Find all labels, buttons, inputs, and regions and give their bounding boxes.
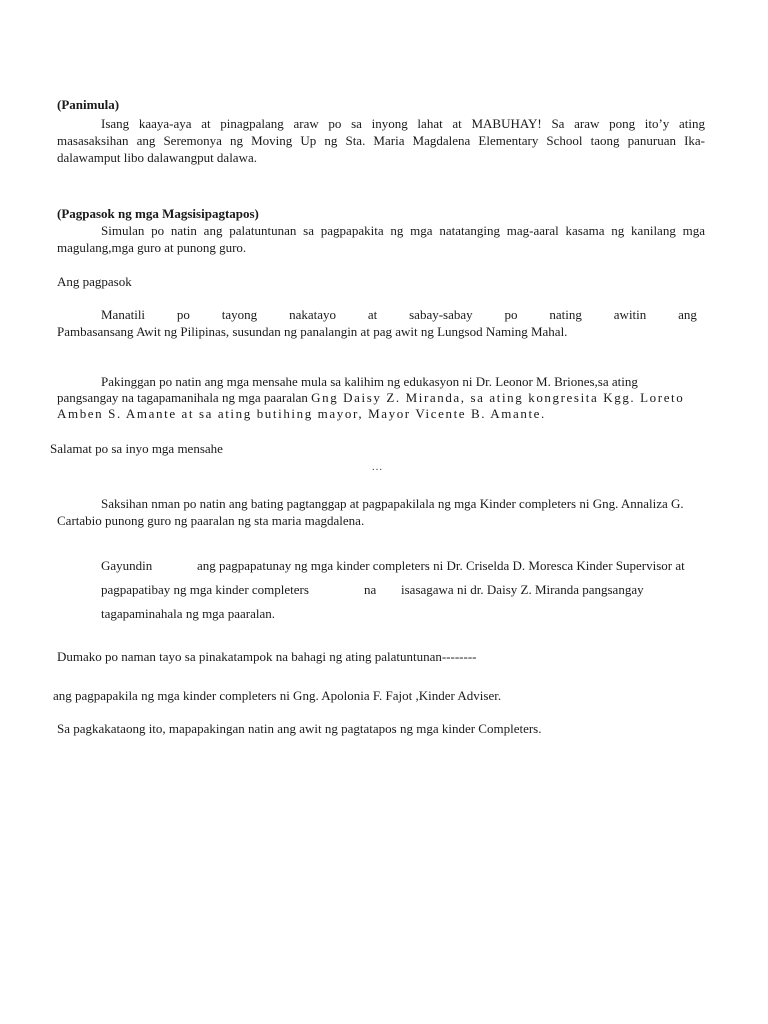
mensahe-line-2: pangsangay na tagapamanihala ng mga paaralan Gng Daisy Z. Miranda, sa ating kongresita Kgg. Loreto — [57, 390, 685, 405]
gayundin-line-3: tagapaminahala ng mga paaralan. — [101, 606, 275, 621]
salamat-text: Salamat po sa inyo mga mensahe — [50, 441, 223, 456]
panimula-line-2: masasaksihan ang Seremonya ng Moving Up ng Sta. Maria Magdalena Elementary School taong panuruan Ika- — [57, 133, 705, 148]
manatili-line-1 — [101, 306, 697, 323]
manatili-word: nating — [549, 307, 582, 322]
pagpapakila-text: ang pagpapakila ng mga kinder completers ni Gng. Apolonia F. Fajot ,Kinder Adviser. — [53, 688, 502, 703]
section-heading-pagpasok: (Pagpasok ng mga Magsisipagtapos) — [57, 206, 259, 221]
manatili-line-2: Pambasansang Awit ng Pilipinas, susundan ng panalangin at pag awit ng Lungsod Naming Mahal. — [57, 324, 568, 339]
gayundin-line-2c: isasagawa ni dr. Daisy Z. Miranda pangsangay — [401, 582, 644, 597]
manatili-word: ang — [678, 307, 697, 322]
gayundin-word: Gayundin — [101, 558, 153, 573]
ang-pagpasok-label: Ang pagpasok — [57, 274, 132, 289]
mensahe-line-3: Amben S. Amante at sa ating butihing mayor, Mayor Vicente B. Amante. — [57, 406, 546, 421]
gayundin-line-2a: pagpapatibay ng mga kinder completers — [101, 582, 309, 597]
mensahe-names: Gng Daisy Z. Miranda, sa ating kongresita Kgg. Loreto — [311, 390, 685, 405]
panimula-line-3: dalawamput libo dalawangput dalawa. — [57, 150, 257, 165]
panimula-line-1: Isang kaaya-aya at pinagpalang araw po sa inyong lahat at MABUHAY! Sa araw pong ito’y ating — [101, 116, 705, 131]
manatili-word: at — [367, 307, 378, 322]
mensahe-line-1: Pakinggan po natin ang mga mensahe mula sa kalihim ng edukasyon ni Dr. Leonor M. Briones,sa ating — [101, 374, 638, 389]
pagkakataong-text: Sa pagkakataong ito, mapapakingan natin ang awit ng pagtatapos ng mga kinder Completers. — [57, 721, 542, 736]
pagpasok-line-2: magulang,mga guro at punong guro. — [57, 240, 247, 255]
pagpasok-line-1: Simulan po natin ang palatuntunan sa pagpapakita ng mga natatanging mag-aaral kasama ng kanilang mga — [101, 223, 705, 238]
manatili-word: nakatayo — [289, 307, 336, 322]
saksihan-line-2: Cartabio punong guro ng paaralan ng sta maria magdalena. — [57, 513, 365, 528]
dumako-text: Dumako po naman tayo sa pinakatampok na bahagi ng ating palatuntunan-------- — [57, 649, 477, 664]
manatili-word: tayong — [221, 307, 258, 322]
manatili-word: awitin — [613, 307, 647, 322]
gayundin-line-1: ang pagpapatunay ng mga kinder completers ni Dr. Criselda D. Moresca Kinder Supervisor at — [197, 558, 685, 573]
saksihan-line-1: Saksihan nman po natin ang bating pagtanggap at pagpapakilala ng mga Kinder completers ni Gng. Annaliza G. — [101, 496, 684, 511]
manatili-word: po — [504, 307, 518, 322]
gayundin-line-2b: na — [364, 582, 377, 597]
manatili-word: po — [176, 307, 190, 322]
manatili-word: sabay-sabay — [409, 307, 473, 322]
manatili-word: Manatili — [101, 307, 146, 322]
section-heading-panimula: (Panimula) — [57, 97, 120, 112]
ellipsis-mark: … — [371, 461, 383, 473]
